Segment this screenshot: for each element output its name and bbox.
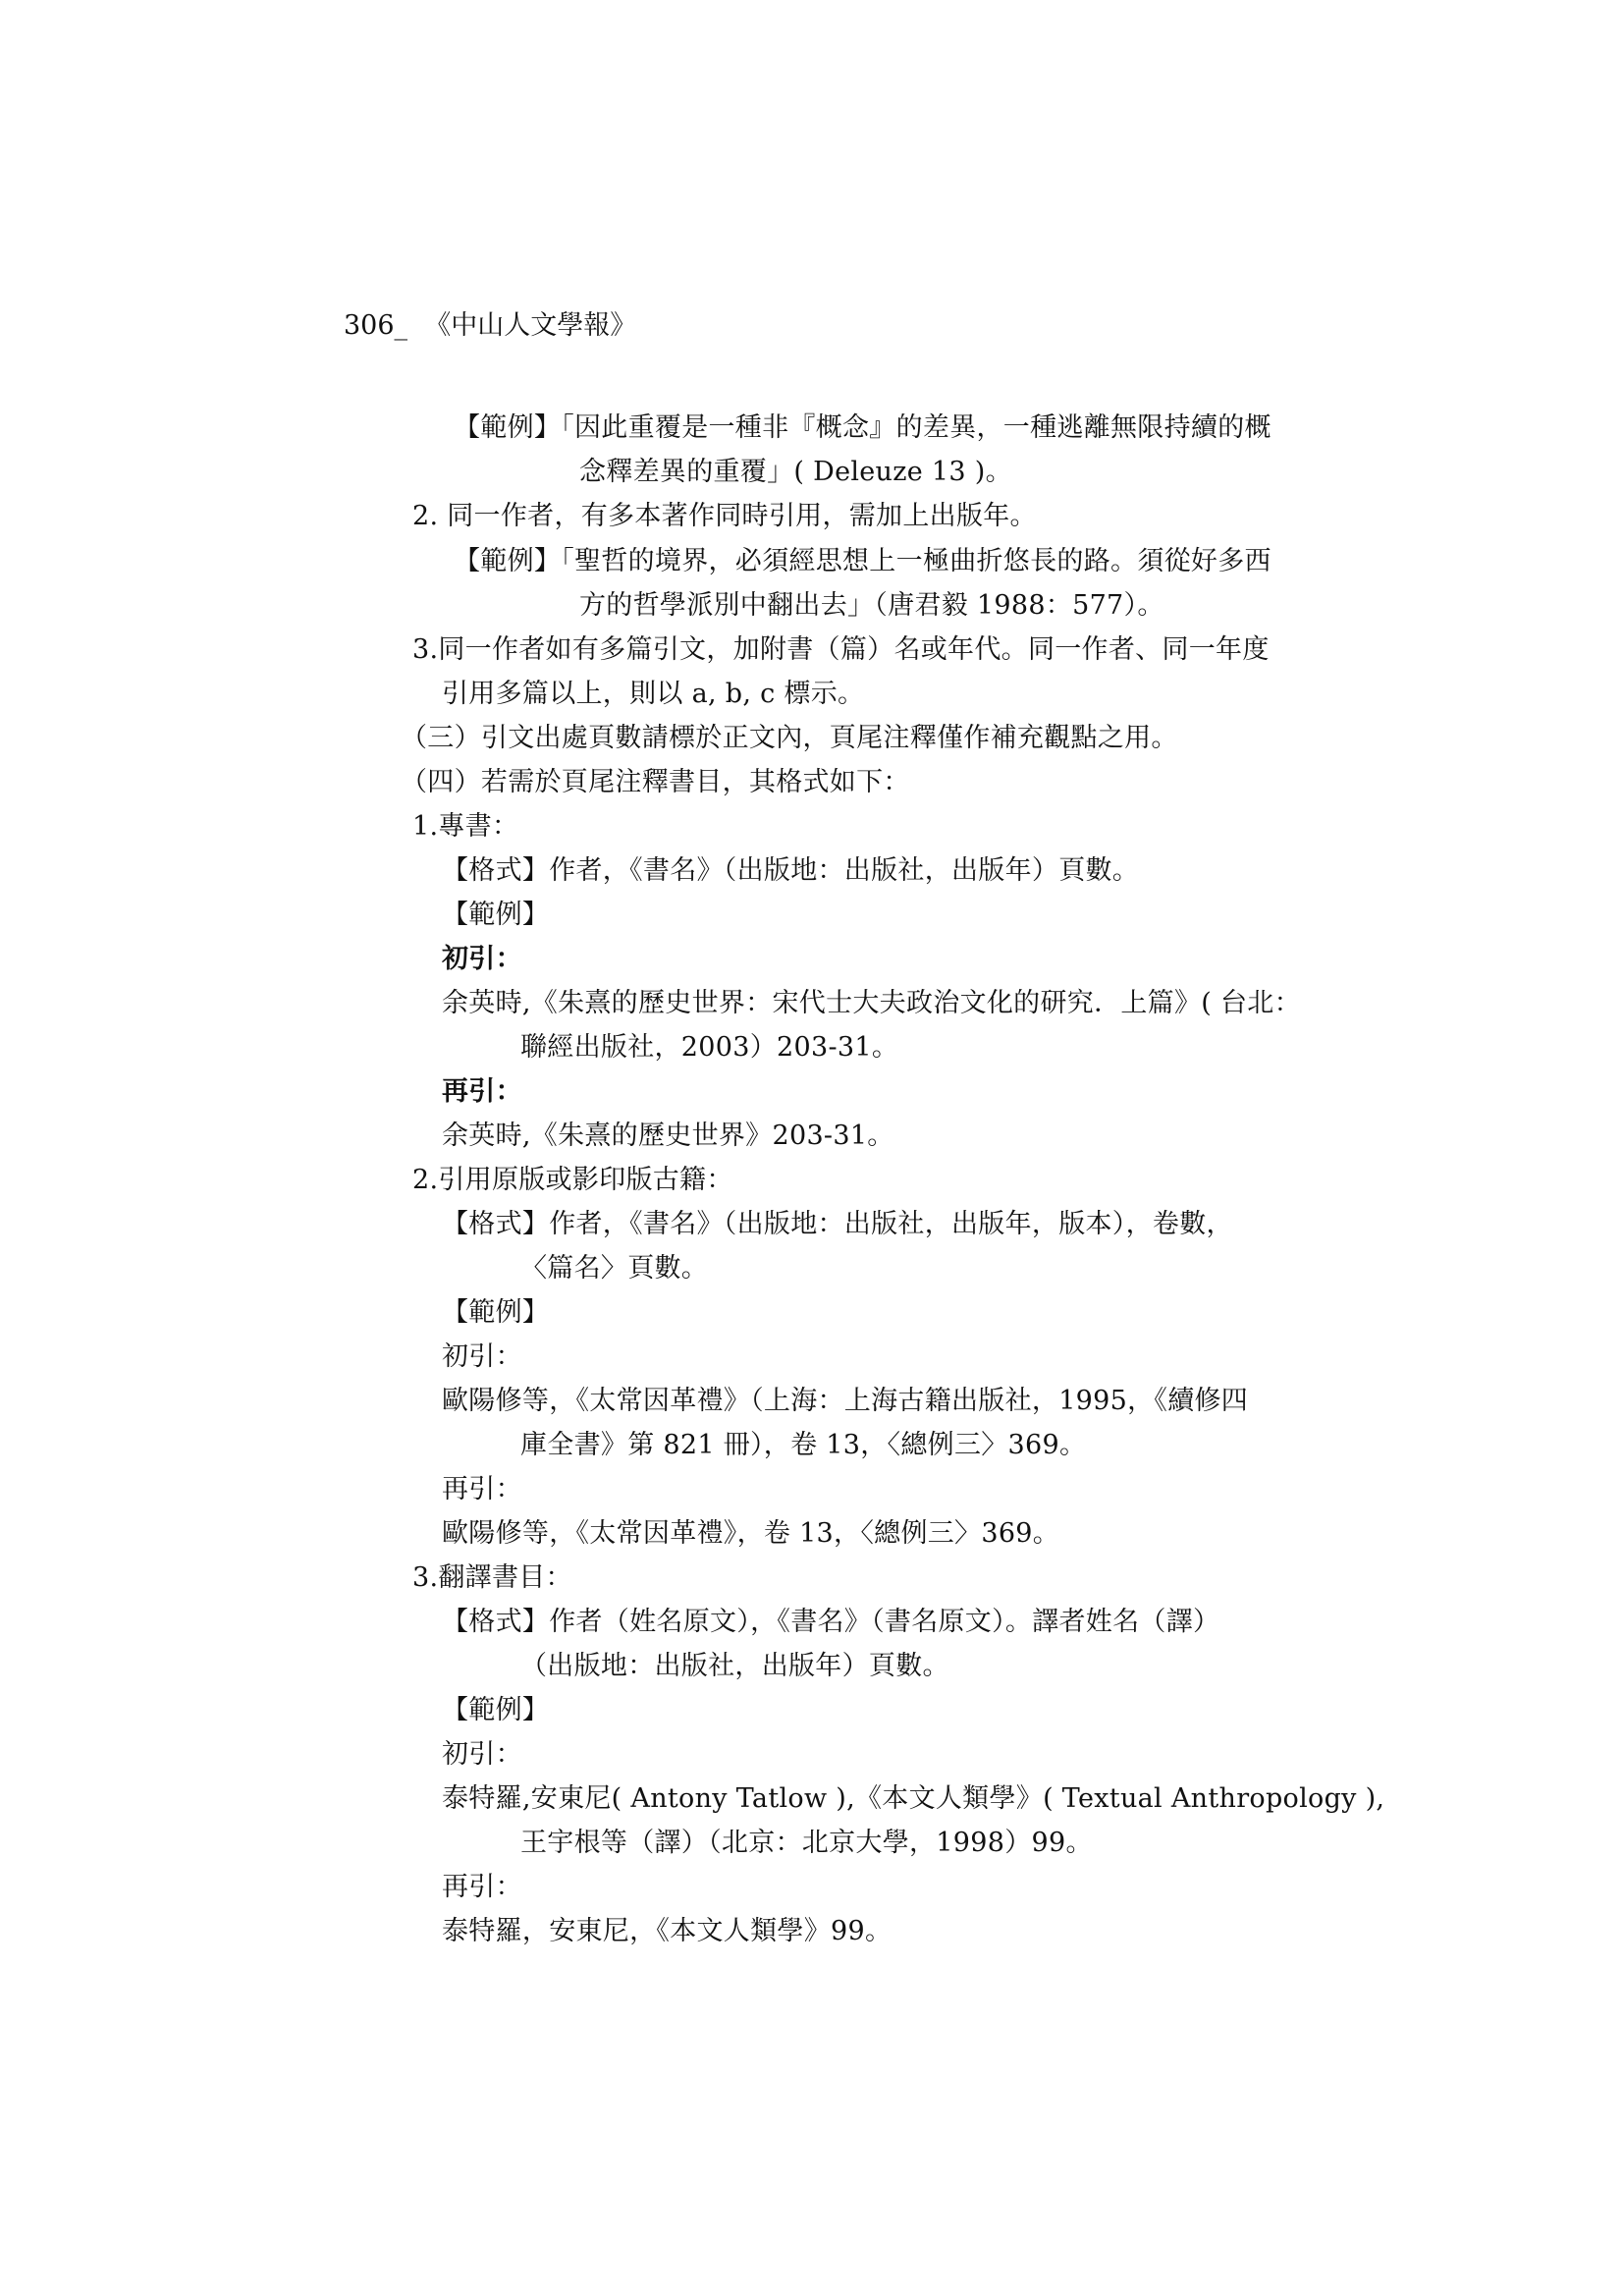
journal-title: 《中山人文學報》 bbox=[424, 310, 637, 341]
citation-line: 王宇根等（譯）（北京：北京大學，1998）99。 bbox=[520, 1828, 1093, 1858]
format-line: 【格式】作者，《書名》（出版地：出版社，出版年）頁數。 bbox=[442, 855, 1140, 886]
format-line: （出版地：出版社，出版年）頁數。 bbox=[520, 1651, 949, 1681]
example-label: 【範例】 bbox=[442, 1297, 550, 1328]
example-label: 【範例】 bbox=[442, 1695, 550, 1725]
format-line: 〈篇名〉頁數。 bbox=[520, 1253, 709, 1284]
citation-line: 余英時,《朱熹的歷史世界》203-31。 bbox=[442, 1121, 894, 1151]
repeat-citation-label: 再引： bbox=[442, 1872, 522, 1902]
format-line: 【格式】作者，《書名》（出版地：出版社，出版年，版本），卷數， bbox=[442, 1209, 1233, 1239]
subsection-heading: 2.引用原版或影印版古籍： bbox=[412, 1165, 733, 1195]
section-heading: （三）引文出處頁數請標於正文內，頁尾注釋僅作補充觀點之用。 bbox=[401, 723, 1178, 753]
first-citation-label: 初引： bbox=[442, 1739, 522, 1770]
example-label: 【範例】 bbox=[442, 900, 550, 930]
rule-item: 2. 同一作者，有多本著作同時引用，需加上出版年。 bbox=[412, 501, 1037, 531]
example-line: 【範例】「因此重覆是一種非『概念』的差異，一種逃離無限持續的概 bbox=[454, 412, 1271, 443]
first-citation-label: 初引： bbox=[442, 1341, 522, 1372]
rule-item: 引用多篇以上，則以 a, b, c 標示。 bbox=[442, 679, 865, 709]
subsection-heading: 3.翻譯書目： bbox=[412, 1562, 572, 1593]
citation-line: 歐陽修等，《太常因革禮》（上海：上海古籍出版社，1995，《續修四 bbox=[442, 1386, 1249, 1416]
page-number: 306_ bbox=[344, 310, 408, 341]
format-line: 【格式】作者（姓名原文），《書名》（書名原文）。譯者姓名（譯） bbox=[442, 1607, 1220, 1637]
example-line: 方的哲學派別中翻出去」（唐君毅 1988：577）。 bbox=[579, 590, 1164, 621]
section-heading: （四）若需於頁尾注釋書目，其格式如下： bbox=[401, 767, 910, 797]
citation-line: 泰特羅，安東尼，《本文人類學》99。 bbox=[442, 1916, 893, 1946]
citation-line: 余英時,《朱熹的歷史世界：宋代士大夫政治文化的研究．上篇》( 台北： bbox=[442, 988, 1301, 1018]
citation-line: 歐陽修等，《太常因革禮》，卷 13，〈總例三〉369。 bbox=[442, 1518, 1060, 1549]
example-line: 【範例】「聖哲的境界，必須經思想上一極曲折悠長的路。須從好多西 bbox=[454, 546, 1271, 576]
repeat-citation-label: 再引： bbox=[442, 1474, 522, 1504]
example-line: 念釋差異的重覆」( Deleuze 13 )。 bbox=[579, 457, 1012, 487]
repeat-citation-label: 再引： bbox=[442, 1076, 522, 1107]
first-citation-label: 初引： bbox=[442, 944, 522, 974]
citation-line: 聯經出版社，2003）203-31。 bbox=[520, 1032, 899, 1063]
citation-line: 泰特羅,安東尼( Antony Tatlow ),《本文人類學》( Textual Anthropology ), bbox=[442, 1783, 1385, 1814]
subsection-heading: 1.專書： bbox=[412, 811, 519, 842]
citation-line: 庫全書》第 821 冊），卷 13，〈總例三〉369。 bbox=[520, 1430, 1087, 1460]
rule-item: 3.同一作者如有多篇引文，加附書（篇）名或年代。同一作者、同一年度 bbox=[412, 634, 1270, 665]
